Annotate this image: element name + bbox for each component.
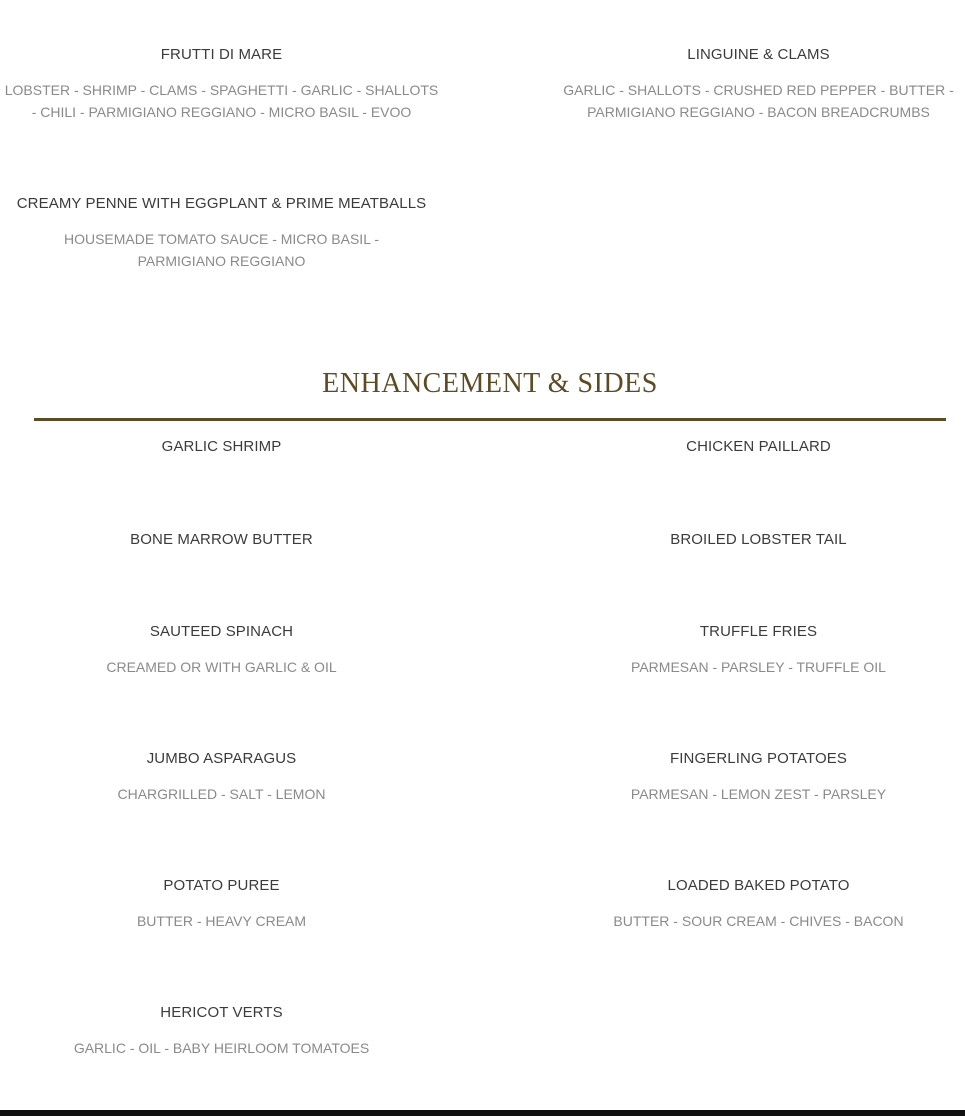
side-item-name: JUMBO ASPARAGUS bbox=[146, 750, 297, 767]
menu-item-name: FRUTTI DI MARE bbox=[160, 46, 283, 63]
menu-item-description bbox=[552, 79, 965, 123]
side-item-name: FINGERLING POTATOES bbox=[670, 750, 847, 767]
description-line: PARMIGIANO REGGIANO bbox=[137, 253, 306, 269]
side-item-chicken-paillard bbox=[552, 438, 965, 456]
side-item-garlic-shrimp bbox=[0, 438, 443, 456]
side-item-loaded-baked-potato bbox=[552, 877, 965, 932]
side-item-description: PARMESAN - PARSLEY - TRUFFLE OIL bbox=[631, 659, 886, 675]
side-item-jumbo-asparagus bbox=[0, 750, 443, 805]
side-item-potato-puree bbox=[0, 877, 443, 932]
side-item-description: GARLIC - OIL - BABY HEIRLOOM TOMATOES bbox=[73, 1040, 370, 1056]
description-line: HOUSEMADE TOMATO SAUCE - MICRO BASIL - bbox=[63, 231, 380, 247]
menu-item-creamy-penne bbox=[0, 195, 443, 272]
side-item-name: BONE MARROW BUTTER bbox=[130, 531, 313, 548]
section-title: ENHANCEMENT & SIDES bbox=[322, 368, 658, 399]
menu-item-frutti-di-mare bbox=[0, 46, 443, 123]
side-item-sauteed-spinach bbox=[0, 623, 443, 678]
side-item-name: BROILED LOBSTER TAIL bbox=[670, 531, 847, 548]
menu-item-description bbox=[0, 228, 443, 272]
side-item-truffle-fries bbox=[552, 623, 965, 678]
side-item-name: LOADED BAKED POTATO bbox=[667, 877, 850, 894]
menu-item-description bbox=[0, 79, 443, 123]
menu-item-linguine-clams bbox=[552, 46, 965, 123]
side-item-name: CHICKEN PAILLARD bbox=[686, 438, 831, 455]
side-item-description: PARMESAN - LEMON ZEST - PARSLEY bbox=[630, 786, 887, 802]
side-item-description: BUTTER - SOUR CREAM - CHIVES - BACON bbox=[613, 913, 904, 929]
description-line: PARMIGIANO REGGIANO - BACON BREADCRUMBS bbox=[587, 104, 930, 120]
side-item-description: CHARGRILLED - SALT - LEMON bbox=[117, 786, 326, 802]
menu-item-name: CREAMY PENNE WITH EGGPLANT & PRIME MEATBALLS bbox=[16, 195, 427, 212]
side-item-name: TRUFFLE FRIES bbox=[699, 623, 818, 640]
description-line: GARLIC - SHALLOTS - CRUSHED RED PEPPER - BUTTER - bbox=[563, 82, 954, 98]
description-line: - CHILI - PARMIGIANO REGGIANO - MICRO BASIL - EVOO bbox=[31, 104, 412, 120]
description-line: LOBSTER - SHRIMP - CLAMS - SPAGHETTI - GARLIC - SHALLOTS bbox=[4, 82, 439, 98]
side-item-fingerling-potatoes bbox=[552, 750, 965, 805]
side-item-name: POTATO PUREE bbox=[163, 877, 280, 894]
side-item-description: BUTTER - HEAVY CREAM bbox=[136, 913, 307, 929]
menu-item-name: LINGUINE & CLAMS bbox=[687, 46, 830, 63]
section-divider bbox=[34, 418, 946, 421]
side-item-broiled-lobster-tail bbox=[552, 531, 965, 549]
side-item-name: GARLIC SHRIMP bbox=[161, 438, 282, 455]
side-item-bone-marrow-butter bbox=[0, 531, 443, 549]
side-item-description: CREAMED OR WITH GARLIC & OIL bbox=[106, 659, 337, 675]
side-item-name: HERICOT VERTS bbox=[160, 1004, 283, 1021]
side-item-hericot-verts bbox=[0, 1004, 443, 1059]
bottom-bar bbox=[0, 1110, 965, 1116]
side-item-name: SAUTEED SPINACH bbox=[149, 623, 294, 640]
